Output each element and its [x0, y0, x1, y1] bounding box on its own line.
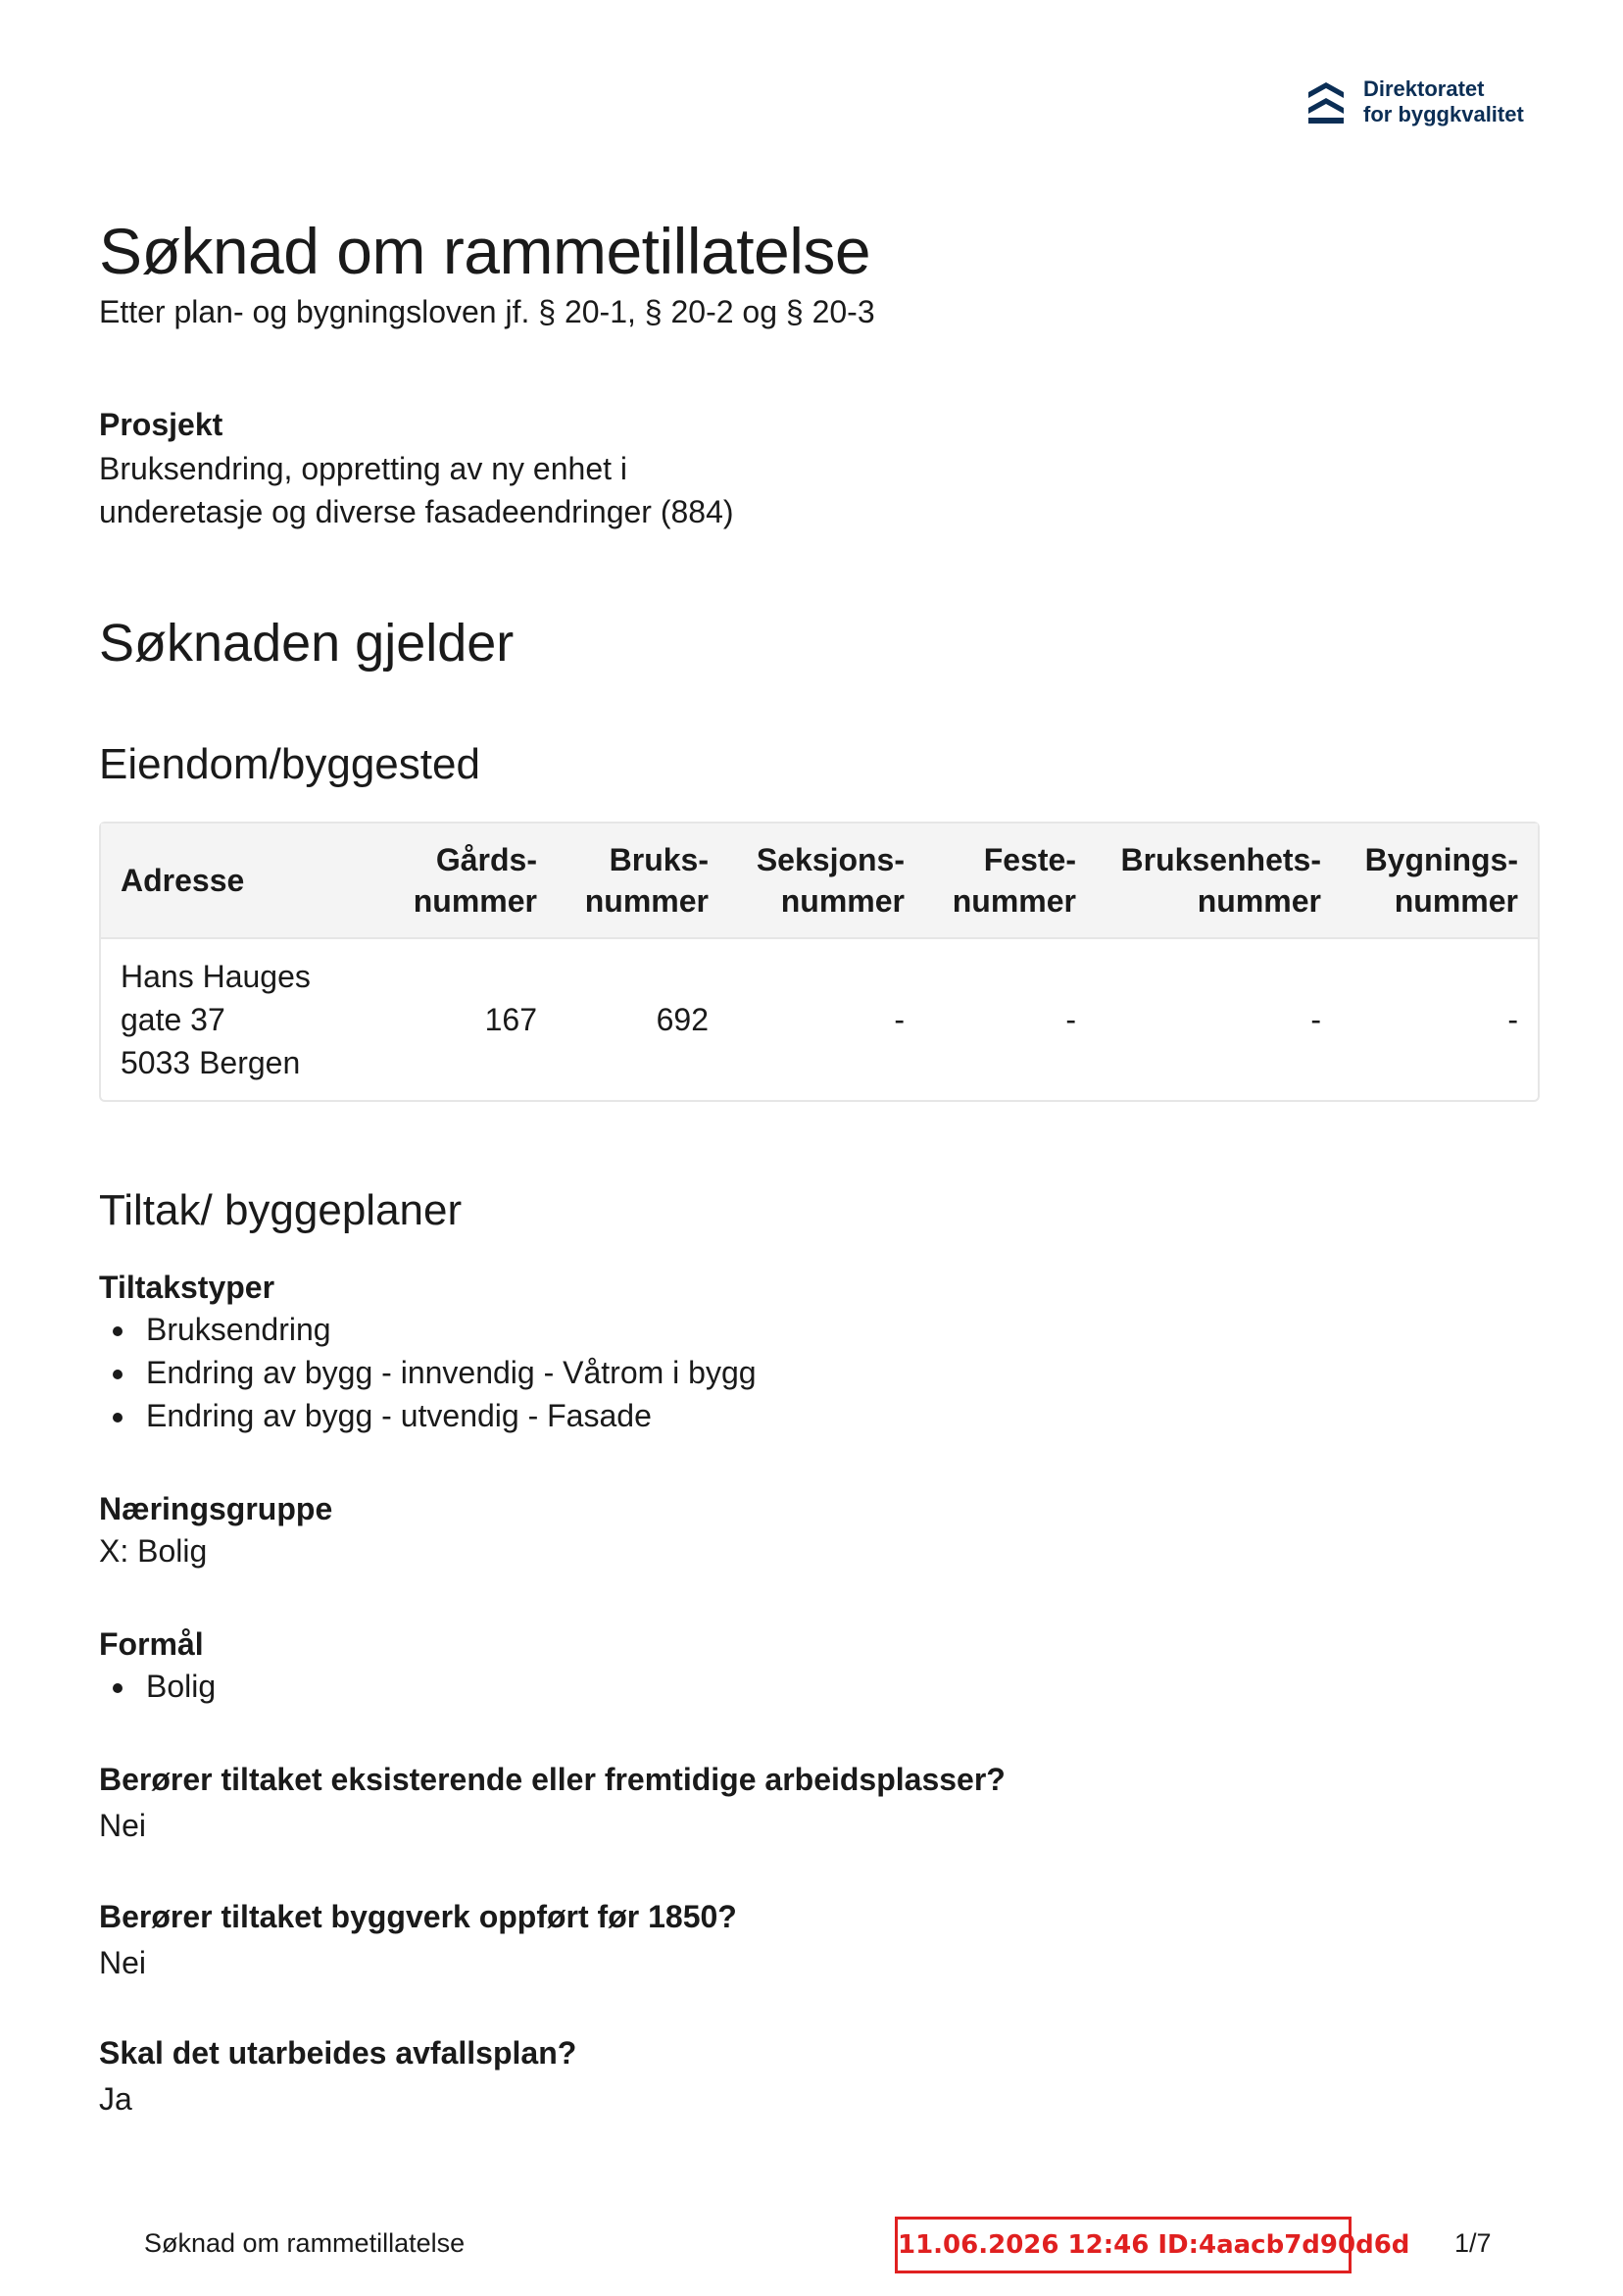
project-block — [99, 404, 734, 533]
column-header-line: Feste- — [983, 842, 1076, 877]
naeringsgruppe-label: Næringsgruppe — [99, 1491, 333, 1526]
tiltakstyper-block — [99, 1267, 757, 1437]
column-header-line: nummer — [1394, 883, 1518, 919]
question-avfallsplan — [99, 2032, 576, 2121]
column-header — [101, 824, 385, 939]
dibk-logo — [1306, 76, 1524, 127]
column-header — [557, 824, 728, 939]
formal-label: Formål — [99, 1626, 204, 1662]
document-subtitle: Etter plan- og bygningsloven jf. § 20-1, § 20-2 og § 20-3 — [99, 294, 875, 329]
plans-heading: Tiltak/ byggeplaner — [99, 1186, 463, 1234]
property-heading: Eiendom/byggested — [99, 740, 480, 788]
question-label: Berører tiltaket byggverk oppført før 1850? — [99, 1899, 737, 1934]
formal-list — [99, 1665, 216, 1708]
column-header-line: Adresse — [121, 863, 245, 898]
column-header-line: Bruksenhets- — [1120, 842, 1321, 877]
column-header-line: Seksjons- — [756, 842, 905, 877]
project-line-2: underetasje og diverse fasadeendringer (884) — [99, 494, 734, 529]
bruksenhetsnummer-cell: - — [1310, 1002, 1321, 1037]
column-header — [385, 824, 557, 939]
logo-text — [1363, 76, 1524, 127]
question-byggverk-1850 — [99, 1896, 737, 1984]
column-header — [1096, 824, 1341, 939]
footer-stamp: 11.06.2026 12:46 ID:4aacb7d90d6d — [895, 2217, 1352, 2273]
property-table — [99, 822, 1540, 1102]
list-item: Endring av bygg - utvendig - Fasade — [146, 1394, 757, 1437]
question-answer: Nei — [99, 1808, 147, 1843]
question-answer: Nei — [99, 1945, 147, 1980]
address-line: 5033 Bergen — [121, 1045, 301, 1080]
column-header-line: nummer — [413, 883, 537, 919]
formal-block — [99, 1623, 216, 1708]
festenummer-cell: - — [1065, 1002, 1076, 1037]
column-header — [1341, 824, 1538, 939]
section-title: Søknaden gjelder — [99, 614, 515, 673]
column-header-line: Bruks- — [609, 842, 709, 877]
column-header-line: nummer — [1197, 883, 1321, 919]
project-label: Prosjekt — [99, 407, 223, 442]
column-header-line: nummer — [584, 883, 709, 919]
column-header-line: nummer — [952, 883, 1076, 919]
question-answer: Ja — [99, 2081, 132, 2117]
page-number: 1/7 — [1454, 2228, 1492, 2258]
question-label: Skal det utarbeides avfallsplan? — [99, 2035, 577, 2071]
question-label: Berører tiltaket eksisterende eller fremtidige arbeidsplasser? — [99, 1762, 1006, 1797]
table-header-row — [101, 824, 1538, 939]
footer-title: Søknad om rammetillatelse — [144, 2228, 466, 2258]
list-item: Bruksendring — [146, 1308, 757, 1351]
question-arbeidsplasser — [99, 1759, 1006, 1847]
document-title: Søknad om rammetillatelse — [99, 215, 871, 287]
column-header — [924, 824, 1096, 939]
dibk-logo-icon — [1306, 78, 1346, 125]
seksjonsnummer-cell: - — [894, 1002, 905, 1037]
address-line: Hans Hauges — [121, 959, 311, 994]
address-line: gate 37 — [121, 1002, 225, 1037]
column-header-line: Bygnings- — [1364, 842, 1518, 877]
naeringsgruppe-block — [99, 1488, 332, 1572]
list-item: Bolig — [146, 1665, 216, 1708]
bygningsnummer-cell: - — [1507, 1002, 1518, 1037]
bruksnummer-cell: 692 — [656, 1002, 709, 1037]
address-cell — [101, 939, 385, 1100]
project-line-1: Bruksendring, oppretting av ny enhet i — [99, 451, 627, 486]
column-header-line: nummer — [780, 883, 905, 919]
column-header-line: Gårds- — [435, 842, 537, 877]
logo-line-1: Direktoratet — [1363, 76, 1485, 101]
gardsnummer-cell: 167 — [484, 1002, 537, 1037]
logo-line-2: for byggkvalitet — [1363, 102, 1524, 126]
column-header — [728, 824, 924, 939]
list-item: Endring av bygg - innvendig - Våtrom i bygg — [146, 1351, 757, 1394]
tiltakstyper-list — [99, 1308, 757, 1437]
tiltakstyper-label: Tiltakstyper — [99, 1270, 275, 1305]
table-row — [101, 939, 1538, 1100]
naeringsgruppe-value: X: Bolig — [99, 1533, 208, 1569]
